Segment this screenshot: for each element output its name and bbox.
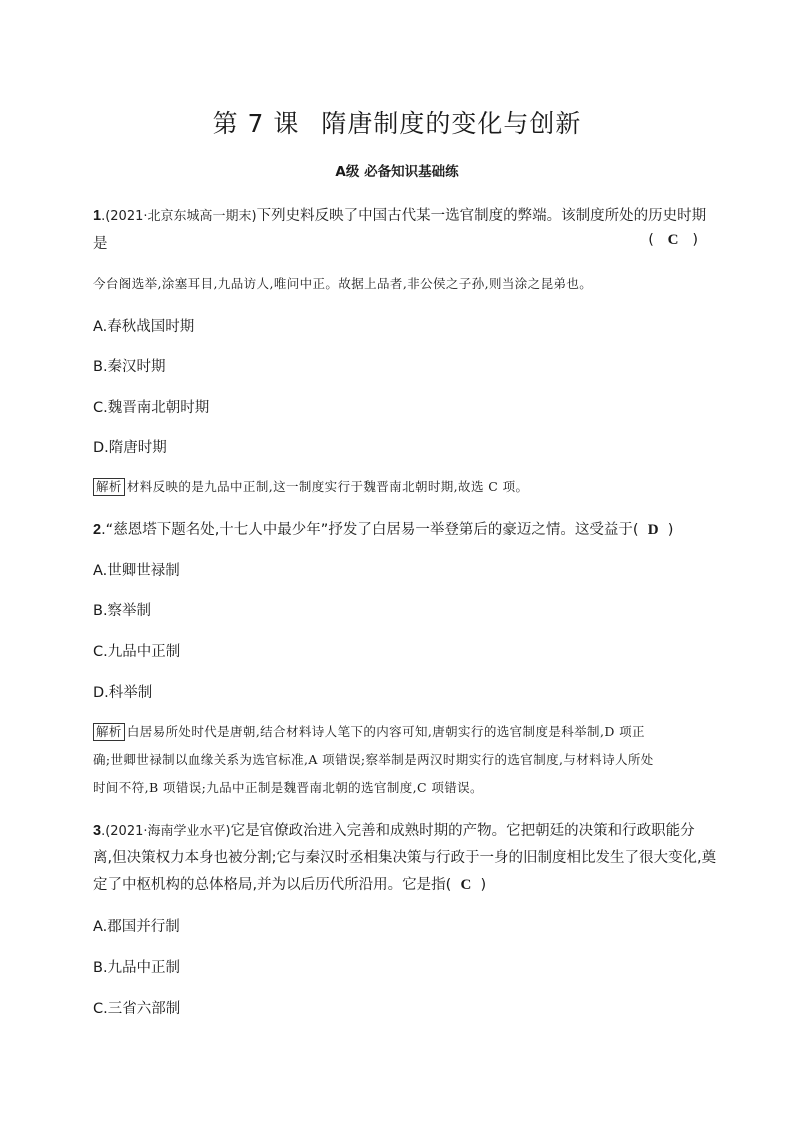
q2-analysis-line1 <box>93 722 645 741</box>
q3-stem-text-1: 它是官僚政治进入完善和成熟时期的产物。它把朝廷的决策和行政职能分 <box>230 823 695 839</box>
q1-stem-text: 下列史料反映了中国古代某一选官制度的弊端。该制度所处的历史时期 <box>256 208 707 224</box>
lesson-title <box>0 104 794 140</box>
q2-option-a: A.世卿世禄制 <box>93 563 180 579</box>
q1-option-a: A.春秋战国时期 <box>93 319 195 335</box>
section-heading: A级 必备知识基础练 <box>335 164 459 180</box>
q3-answer: C <box>460 877 472 893</box>
q1-stem-line1 <box>93 204 706 225</box>
analysis-tag: 解析 <box>93 478 125 496</box>
q3-stem-line1 <box>93 819 695 840</box>
q1-quote: 今台阁选举,涂塞耳目,九品访人,唯问中正。故据上品者,非公侯之子孙,则当涂之昆弟也。 <box>93 276 593 291</box>
lesson-number: 第 7 课 <box>212 109 300 138</box>
lesson-name: 隋唐制度的变化与创新 <box>321 109 582 138</box>
q1-option-d: D.隋唐时期 <box>93 440 167 456</box>
q3-stem-line2: 离,但决策权力本身也被分割;它与秦汉时丞相集决策与行政于一身的旧制度相比发生了很大变化,奠 <box>93 850 717 866</box>
q1-answer-bracket: ( C ) <box>648 232 698 248</box>
q2-analysis-line2: 确;世卿世禄制以血缘关系为选官标准,A 项错误;察举制是两汉时期实行的选官制度,与材料诗人所处 <box>93 752 654 767</box>
q2-stem-text: .“慈恩塔下题名处,十七人中最少年”抒发了白居易一举登第后的豪迈之情。这受益于( <box>101 522 639 538</box>
q2-analysis-line3: 时间不符,B 项错误;九品中正制是魏晋南北朝的选官制度,C 项错误。 <box>93 780 483 795</box>
q3-option-a: A.郡国并行制 <box>93 919 180 935</box>
q2-option-c: C.九品中正制 <box>93 644 181 660</box>
q3-number: 3 <box>93 823 102 839</box>
q2-stem: 2.“慈恩塔下题名处,十七人中最少年”抒发了白居易一举登第后的豪迈之情。这受益于( D ) <box>93 522 674 538</box>
q3-stem-line3: 定了中枢机构的总体格局,并为以后历代所沿用。它是指( C ) <box>93 877 487 893</box>
q2-option-d: D.科举制 <box>93 685 153 701</box>
q1-source: .(2021·北京东城高一期末) <box>101 209 257 224</box>
q2-number: 2 <box>93 522 102 538</box>
q1-analysis-text: 材料反映的是九品中正制,这一制度实行于魏晋南北朝时期,故选 C 项。 <box>126 479 529 494</box>
q1-answer: C <box>667 232 679 248</box>
q3-option-c: C.三省六部制 <box>93 1001 181 1017</box>
q1-analysis <box>93 477 528 496</box>
q3-option-b: B.九品中正制 <box>93 960 181 976</box>
q1-option-c: C.魏晋南北朝时期 <box>93 400 210 416</box>
q2-analysis-text-1: 白居易所处时代是唐朝,结合材料诗人笔下的内容可知,唐朝实行的选官制度是科举制,D 项正 <box>126 724 645 739</box>
q1-option-b: B.秦汉时期 <box>93 359 166 375</box>
q3-stem-text-3: 定了中枢机构的总体格局,并为以后历代所沿用。它是指( <box>93 877 452 893</box>
q1-stem-line2: 是 <box>93 236 108 252</box>
q2-option-b: B.察举制 <box>93 603 152 619</box>
analysis-tag: 解析 <box>93 723 125 741</box>
q2-answer: D <box>647 522 659 538</box>
q1-number: 1 <box>93 208 102 224</box>
q3-source: .(2021·海南学业水平) <box>101 824 231 839</box>
